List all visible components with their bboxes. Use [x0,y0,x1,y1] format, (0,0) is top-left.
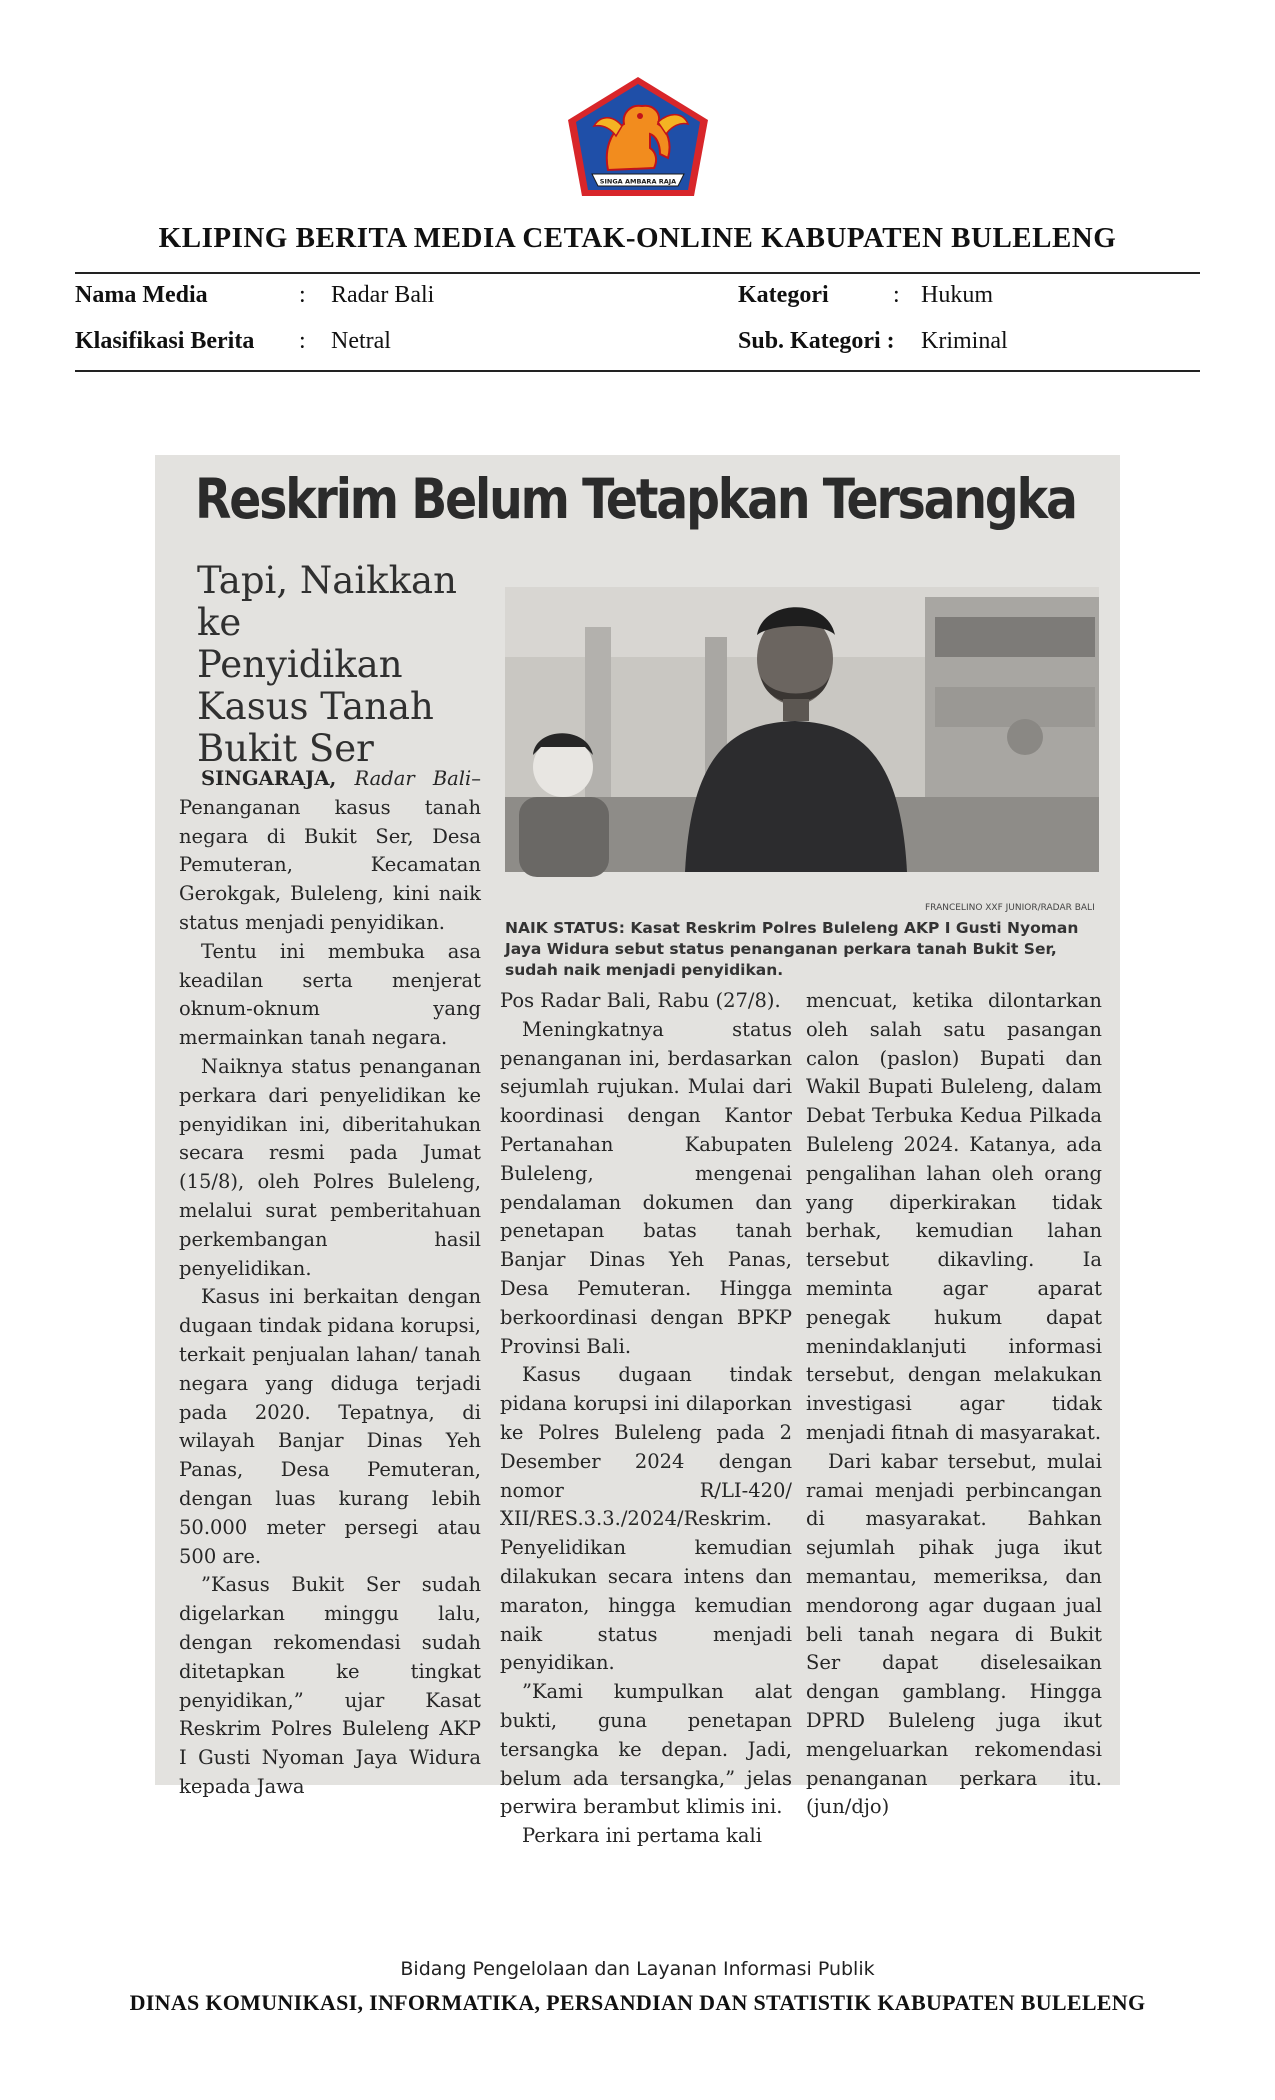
article-headline: Reskrim Belum Tetapkan Tersangka [195,467,1076,531]
footer-department: Bidang Pengelolaan dan Layanan Informasi Publik [400,1958,875,1980]
article-paragraph: Tentu ini membuka asa keadilan serta menjerat oknum-oknum yang mermainkan tanah negara. [179,939,481,1050]
klasifikasi-value: Netral [331,328,391,354]
document-title: KLIPING BERITA MEDIA CETAK-ONLINE KABUPATEN BULELENG [158,222,1117,254]
photo-caption [505,918,1105,981]
article-paragraph: ”Kasus Bukit Ser sudah digelarkan minggu lalu, dengan rekomendasi sudah ditetapkan ke tingkat penyidikan,” ujar Kasat Reskrim Polres Buleleng AKP I Gusti Nyoman Jaya Widura kepada Jawa [179,1573,481,1798]
sub-kategori-value: Kriminal [921,328,1008,354]
article-paragraph: Dari kabar tersebut, mulai ramai menjadi perbincangan di masyarakat. Bahkan sejumlah pihak juga ikut memantau, memeriksa, dan mendorong agar dugaan jual beli tanah negara di Bukit Ser dapat diselesaikan dengan gamblang. Hingga DPRD Buleleng juga ikut mengeluarkan rekomendasi penanganan perkara itu. (jun/djo) [806,1449,1102,1819]
article-column-3 [806,987,1102,1822]
buleleng-regency-crest-icon [564,74,712,200]
article-column-2 [500,987,792,1851]
nama-media-label: Nama Media [75,282,208,308]
sub-kategori-label: Sub. Kategori : [738,328,895,354]
caption-text: Kasat Reskrim Polres Buleleng AKP I Gusti Nyoman Jaya Widura sebut status penanganan perkara tanah Bukit Ser, sudah naik menjadi penyidikan. [505,919,1079,979]
kategori-label: Kategori [738,282,829,308]
photo-credit: FRANCELINO XXF JUNIOR/RADAR BALI [925,903,1095,913]
article-paragraph: SINGARAJA, Radar Bali–Penanganan kasus tanah negara di Bukit Ser, Desa Pemuteran, Kecamatan Gerokgak, Buleleng, kini naik status menjadi penyidikan. [179,767,481,934]
caption-label: NAIK STATUS: [505,919,625,937]
article-paragraph: Meningkatnya status penanganan ini, berdasarkan sejumlah rujukan. Mulai dari koordinasi dengan Kantor Pertanahan Kabupaten Buleleng, mengenai pendalaman dokumen dan penetapan batas tanah Banjar Dinas Yeh Panas, Desa Pemuteran. Hingga berkoordinasi dengan BPKP Provinsi Bali. [500,1017,792,1358]
article-paragraph: Naiknya status penanganan perkara dari penyelidikan ke penyidikan ini, diberitahukan secara resmi pada Jumat (15/8), oleh Polres Buleleng, melalui surat pemberitahuan perkembangan hasil penyelidikan. [179,1054,481,1280]
kategori-colon: : [893,282,900,308]
article-paragraph: Perkara ini pertama kali [522,1824,762,1848]
article-paragraph: Pos Radar Bali, Rabu (27/8). [500,989,781,1012]
nama-media-colon: : [299,282,306,308]
buleleng-crest-logo [564,74,712,200]
newspaper-clipping [155,455,1120,1848]
article-column-1 [179,765,481,1802]
article-paragraph: Kasus ini berkaitan dengan dugaan tindak pidana korupsi, terkait penjualan lahan/ tanah negara yang diduga terjadi pada 2020. Tepatnya, di wilayah Banjar Dinas Yeh Panas, Desa Pemuteran, dengan luas kurang lebih 50.000 meter persegi atau 500 are. [179,1285,481,1568]
article-paragraph: Kasus dugaan tindak pidana korupsi ini dilaporkan ke Polres Buleleng pada 2 Desember 2024 dengan nomor R/LI-420/ XII/RES.3.3./2024/Reskrim. Penyelidikan kemudian dilakukan secara intens dan maraton, hingga kemudian naik status menjadi penyidikan. [500,1363,792,1675]
article-paragraph: mencuat, ketika dilontarkan oleh salah satu pasangan calon (paslon) Bupati dan Wakil Bupati Buleleng, dalam Debat Terbuka Kedua Pilkada Buleleng 2024. Katanya, ada pengalihan lahan oleh orang yang diperkirakan tidak berhak, kemudian lahan tersebut dikavling. Ia meminta agar aparat penegak hukum dapat menindaklanjuti informasi tersebut, dengan melakukan investigasi agar tidak menjadi fitnah di masyarakat. [806,989,1102,1444]
dateline: SINGARAJA, [201,767,337,790]
klasifikasi-label: Klasifikasi Berita [75,328,255,354]
article-subhead: Tapi, Naikkan ke Penyidikan Kasus Tanah Bukit Ser [197,559,457,770]
bottom-divider [75,370,1200,372]
klasifikasi-colon: : [299,328,306,354]
kategori-value: Hukum [921,282,993,308]
source-name: Radar Bali [336,767,472,790]
logo-ribbon-text: SINGA AMBARA RAJA [599,177,677,186]
officer-photo-illustration [505,587,1099,872]
article-paragraph: ”Kami kumpulkan alat bukti, guna penetapan tersangka ke depan. Jadi, belum ada tersangka,” jelas perwira berambut klimis ini. [500,1680,792,1819]
top-divider [75,272,1200,274]
nama-media-value: Radar Bali [331,282,435,308]
footer-agency: DINAS KOMUNIKASI, INFORMATIKA, PERSANDIAN DAN STATISTIK KABUPATEN BULELENG [129,1990,1146,2015]
article-photo [505,587,1099,872]
